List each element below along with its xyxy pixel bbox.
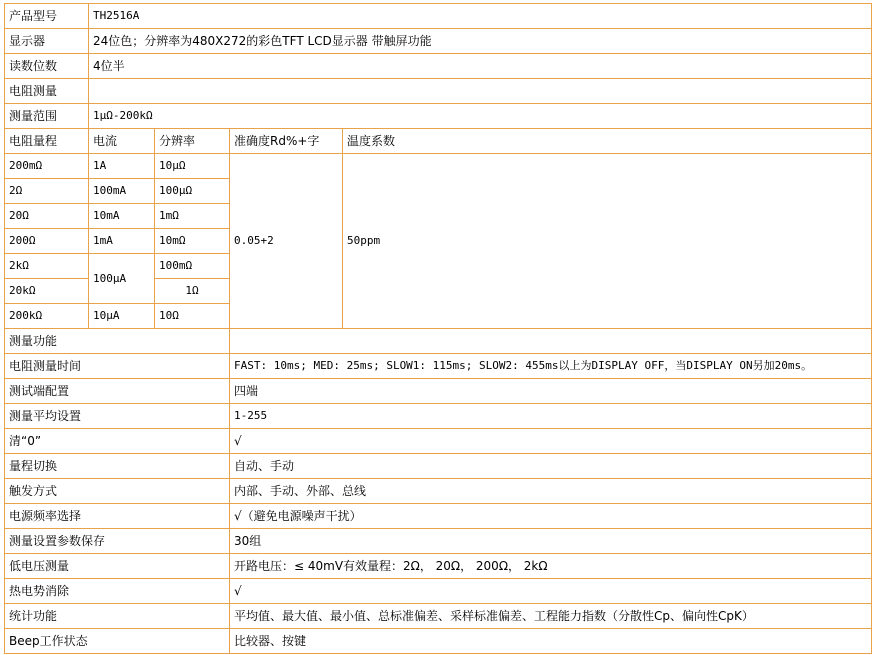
spec-row-model [5, 4, 872, 29]
spec-row-thermal-emf [5, 579, 872, 604]
spec-row-power-frequency [5, 504, 872, 529]
resolution-cell: 100μΩ [155, 179, 230, 204]
value-terminal-config: 四端 [230, 379, 872, 404]
label-low-voltage: 低电压测量 [5, 554, 230, 579]
value-low-voltage: 开路电压：≤ 40mV有效量程：2Ω， 20Ω， 200Ω， 2kΩ [230, 554, 872, 579]
label-function-section: 测量功能 [5, 329, 230, 354]
value-display: 24位色；分辨率为480X272的彩色TFT LCD显示器 带触屏功能 [89, 29, 872, 54]
value-model: TH2516A [89, 4, 872, 29]
label-range-switch: 量程切换 [5, 454, 230, 479]
spec-row-averaging [5, 404, 872, 429]
current-cell: 100μA [89, 254, 155, 304]
label-param-save: 测量设置参数保存 [5, 529, 230, 554]
value-power-frequency: √（避免电源噪声干扰） [230, 504, 872, 529]
spec-row-zero-clear [5, 429, 872, 454]
label-digits: 读数位数 [5, 54, 89, 79]
resolution-cell: 100mΩ [155, 254, 230, 279]
range-cell: 2Ω [5, 179, 89, 204]
current-cell: 10mA [89, 204, 155, 229]
header-range: 电阻量程 [5, 129, 89, 154]
value-digits: 4位半 [89, 54, 872, 79]
label-model: 产品型号 [5, 4, 89, 29]
label-terminal-config: 测试端配置 [5, 379, 230, 404]
label-zero-clear: 清“0” [5, 429, 230, 454]
current-cell: 1A [89, 154, 155, 179]
value-range: 1μΩ-200kΩ [89, 104, 872, 129]
range-table-header [5, 129, 872, 154]
spec-row-function-section [5, 329, 872, 354]
value-statistics: 平均值、最大值、最小值、总标准偏差、采样标准偏差、工程能力指数（分散性Cp、偏向性CpK） [230, 604, 872, 629]
value-param-save: 30组 [230, 529, 872, 554]
value-averaging: 1-255 [230, 404, 872, 429]
label-display: 显示器 [5, 29, 89, 54]
resolution-cell: 1mΩ [155, 204, 230, 229]
label-measure-time: 电阻测量时间 [5, 354, 230, 379]
header-temp-coefficient: 温度系数 [343, 129, 872, 154]
range-cell: 20Ω [5, 204, 89, 229]
value-trigger: 内部、手动、外部、总线 [230, 479, 872, 504]
accuracy-cell: 0.05+2 [230, 154, 343, 329]
spec-row-measure-time [5, 354, 872, 379]
spec-row-trigger [5, 479, 872, 504]
range-cell: 2kΩ [5, 254, 89, 279]
value-zero-clear: √ [230, 429, 872, 454]
temp-coefficient-cell: 50ppm [343, 154, 872, 329]
value-measure-time: FAST: 10ms; MED: 25ms; SLOW1: 115ms; SLOW2: 455ms以上为DISPLAY OFF，当DISPLAY ON另加20ms。 [230, 354, 872, 379]
value-function-section [230, 329, 872, 354]
current-cell: 1mA [89, 229, 155, 254]
spec-row-range-switch [5, 454, 872, 479]
value-range-switch: 自动、手动 [230, 454, 872, 479]
value-thermal-emf: √ [230, 579, 872, 604]
spec-row-range [5, 104, 872, 129]
label-beep: Beep工作状态 [5, 629, 230, 654]
spec-row-display [5, 29, 872, 54]
spec-table [4, 3, 872, 654]
spec-row-terminal-config [5, 379, 872, 404]
spec-row-resistance-section [5, 79, 872, 104]
header-resolution: 分辨率 [155, 129, 230, 154]
range-cell: 200Ω [5, 229, 89, 254]
label-range: 测量范围 [5, 104, 89, 129]
label-averaging: 测量平均设置 [5, 404, 230, 429]
range-cell: 200kΩ [5, 304, 89, 329]
label-trigger: 触发方式 [5, 479, 230, 504]
label-power-frequency: 电源频率选择 [5, 504, 230, 529]
value-resistance-section [89, 79, 872, 104]
spec-row-low-voltage [5, 554, 872, 579]
resolution-cell: 10μΩ [155, 154, 230, 179]
resolution-cell: 10mΩ [155, 229, 230, 254]
current-cell: 10μA [89, 304, 155, 329]
spec-row-statistics [5, 604, 872, 629]
resolution-cell: 1Ω [155, 279, 230, 304]
header-current: 电流 [89, 129, 155, 154]
resolution-cell: 10Ω [155, 304, 230, 329]
spec-row-digits [5, 54, 872, 79]
current-cell: 100mA [89, 179, 155, 204]
range-row [5, 154, 872, 179]
spec-row-param-save [5, 529, 872, 554]
range-cell: 20kΩ [5, 279, 89, 304]
label-thermal-emf: 热电势消除 [5, 579, 230, 604]
value-beep: 比较器、按键 [230, 629, 872, 654]
label-resistance-section: 电阻测量 [5, 79, 89, 104]
label-statistics: 统计功能 [5, 604, 230, 629]
spec-row-beep [5, 629, 872, 654]
header-accuracy: 准确度Rd%+字 [230, 129, 343, 154]
range-cell: 200mΩ [5, 154, 89, 179]
